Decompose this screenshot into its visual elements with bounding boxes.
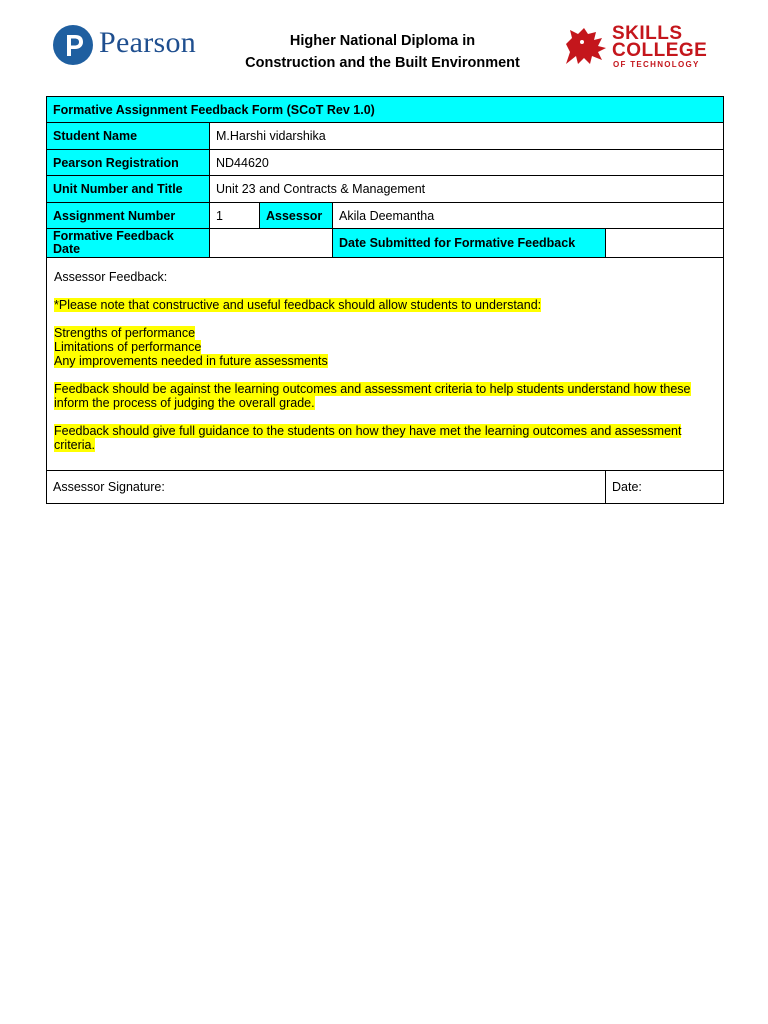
signature-field[interactable] — [47, 471, 606, 504]
page-title — [220, 30, 545, 74]
pearson-logo — [52, 24, 202, 68]
pearson-p-logo-icon — [52, 24, 94, 66]
assessor-field[interactable]: Akila Deemantha — [333, 203, 724, 229]
skills-logo-line-2: COLLEGE — [612, 40, 708, 61]
feedback-note: *Please note that constructive and useful feedback should allow students to understand: — [54, 298, 542, 312]
skills-college-logo — [562, 24, 722, 70]
lion-logo-icon — [562, 24, 610, 68]
page-header — [0, 0, 768, 90]
feedback-guidance-1: Feedback should be against the learning outcomes and assessment criteria to help students understand how these inform the process of judging the overall grade. — [54, 382, 691, 410]
skills-logo-line-3: OF TECHNOLOGY — [613, 60, 700, 69]
feedback-date-label: Formative Feedback Date — [47, 229, 210, 258]
list-item: Limitations of performance — [54, 340, 202, 354]
list-item: Any improvements needed in future assessments — [54, 354, 328, 368]
feedback-form-table — [46, 96, 724, 504]
title-line-1: Higher National Diploma in — [289, 33, 476, 49]
unit-label: Unit Number and Title — [47, 176, 210, 203]
date-submitted-label: Date Submitted for Formative Feedback — [333, 229, 606, 258]
signature-label: Assessor Signature: — [53, 480, 165, 494]
list-item: Strengths of performance — [54, 326, 196, 340]
registration-field[interactable]: ND44620 — [210, 150, 724, 176]
skills-logo-line-1: SKILLS — [612, 23, 683, 44]
date-field[interactable] — [606, 471, 724, 504]
unit-field[interactable]: Unit 23 and Contracts & Management — [210, 176, 724, 203]
assessor-feedback-label: Assessor Feedback: — [54, 270, 168, 284]
assessor-feedback-area[interactable] — [47, 258, 724, 471]
assignment-number-field[interactable]: 1 — [210, 203, 260, 229]
pearson-wordmark: Pearson — [99, 26, 197, 59]
student-name-field[interactable]: M.Harshi vidarshika — [210, 123, 724, 150]
title-line-2: Construction and the Built Environment — [245, 55, 520, 71]
student-name-label: Student Name — [47, 123, 210, 150]
feedback-guidance-2: Feedback should give full guidance to the students on how they have met the learning outcomes and assessment criteria. — [54, 424, 682, 452]
date-label: Date: — [612, 480, 642, 494]
registration-label: Pearson Registration — [47, 150, 210, 176]
assignment-number-label: Assignment Number — [47, 203, 210, 229]
form-title: Formative Assignment Feedback Form (SCoT Rev 1.0) — [47, 97, 724, 123]
assessor-label: Assessor — [260, 203, 333, 229]
date-submitted-field[interactable] — [606, 229, 724, 258]
feedback-date-field[interactable] — [210, 229, 333, 258]
